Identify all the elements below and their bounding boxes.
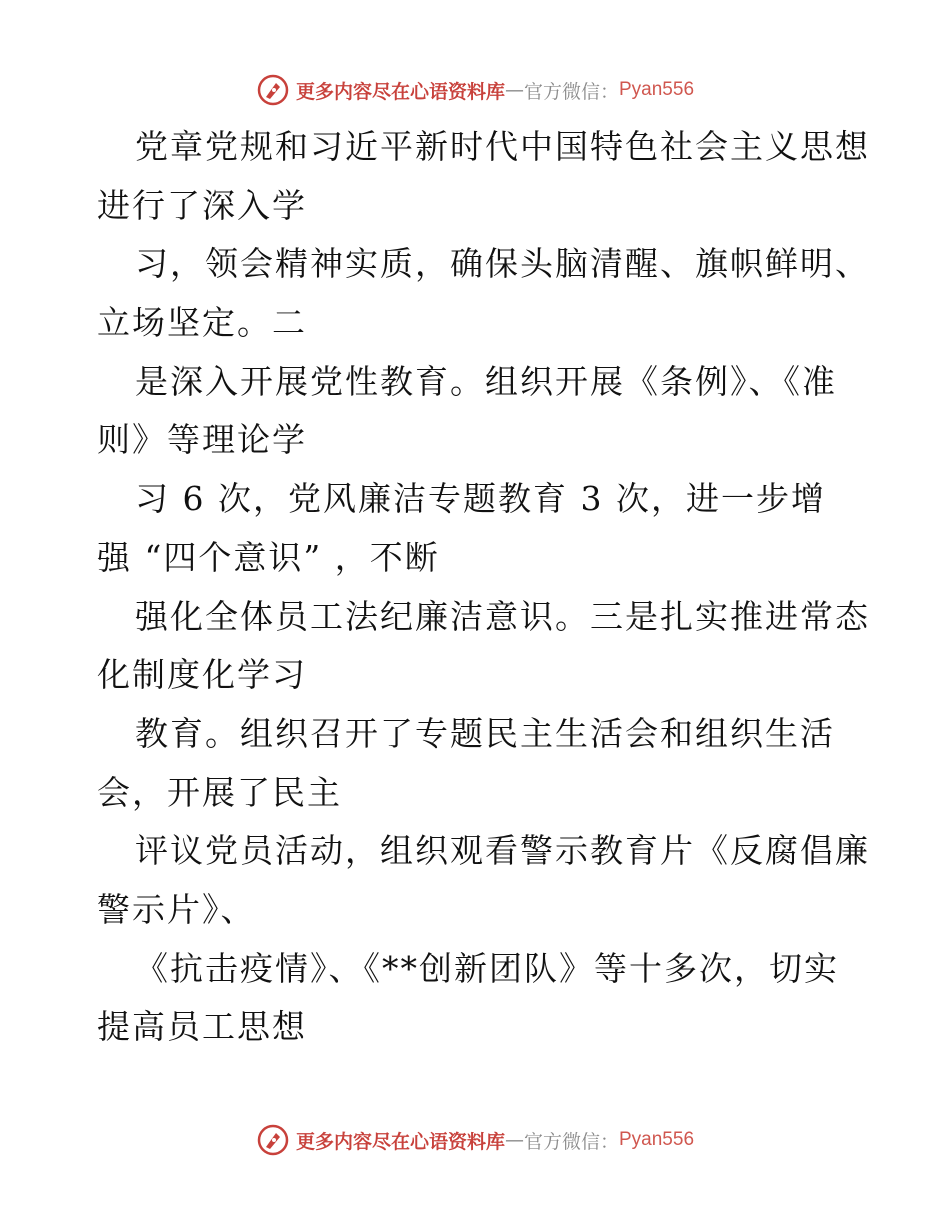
footer-watermark bbox=[0, 1120, 950, 1160]
watermark-wechat-id: Pyan556 bbox=[619, 1129, 695, 1150]
text-line: 进行了深入学 bbox=[97, 185, 307, 225]
header-watermark bbox=[0, 70, 950, 110]
watermark-separator: — bbox=[504, 79, 524, 101]
text-line: 则》等理论学 bbox=[97, 420, 307, 460]
watermark-site-name: 更多内容尽在心语资料库 bbox=[295, 1130, 505, 1153]
pen-nib-logo-icon bbox=[256, 73, 290, 107]
text-line: 评议党员活动，组织观看警示教育片《反腐倡廉 bbox=[135, 831, 870, 871]
text-line: 《抗击疫情》、《**创新团队》等十多次，切实 bbox=[135, 948, 839, 988]
text-line: 习 6 次，党风廉洁专题教育 3 次，进一步增 bbox=[135, 479, 826, 519]
pen-nib-logo-icon bbox=[256, 1123, 290, 1157]
text-line: 强 “四个意识” ，不断 bbox=[97, 537, 440, 577]
text-line: 强化全体员工法纪廉洁意识。三是扎实推进常态 bbox=[135, 596, 870, 636]
text-line: 立场坚定。二 bbox=[97, 303, 307, 343]
text-line: 习，领会精神实质，确保头脑清醒、旗帜鲜明、 bbox=[135, 244, 870, 284]
text-line: 会，开展了民主 bbox=[97, 772, 342, 812]
text-line: 警示片》、 bbox=[97, 889, 256, 929]
text-line: 党章党规和习近平新时代中国特色社会主义思想 bbox=[135, 127, 870, 166]
watermark-wechat-label: 官方微信： bbox=[523, 80, 619, 103]
text-line: 化制度化学习 bbox=[97, 655, 307, 695]
watermark-site-name: 更多内容尽在心语资料库 bbox=[295, 80, 505, 103]
watermark-wechat-id: Pyan556 bbox=[619, 79, 695, 100]
watermark-wechat-label: 官方微信： bbox=[523, 1130, 619, 1153]
text-line: 提高员工思想 bbox=[97, 1007, 307, 1047]
watermark-separator: — bbox=[504, 1129, 524, 1151]
document-body bbox=[97, 118, 870, 1057]
text-line: 教育。组织召开了专题民主生活会和组织生活 bbox=[135, 713, 835, 753]
text-line: 是深入开展党性教育。组织开展《条例》、《准 bbox=[135, 361, 837, 401]
